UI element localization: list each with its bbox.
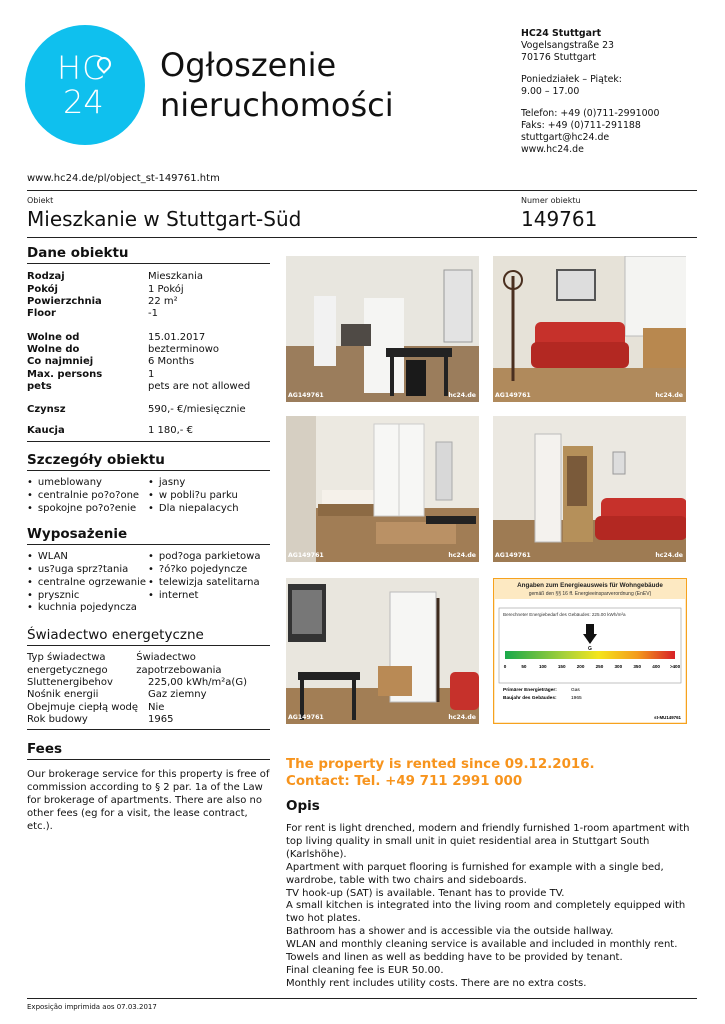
rented-notice-contact[interactable]: Contact: Tel. +49 711 2991 000 bbox=[286, 773, 523, 789]
photo-caption-id: AG149761 bbox=[288, 552, 324, 560]
energy-tick-label: 200 bbox=[576, 664, 585, 669]
description-paragraph: Bathroom has a shower and is accessible via the outside hallway. bbox=[286, 926, 614, 938]
divider bbox=[27, 237, 697, 238]
description-paragraph: WLAN and monthly cleaning service is available and included in monthly rent. bbox=[286, 939, 678, 951]
list-item: • prysznic bbox=[27, 590, 148, 603]
equipment-list bbox=[27, 551, 270, 615]
agency-email[interactable]: stuttgart@hc24.de bbox=[521, 132, 610, 143]
agency-street: Vogelsangstraße 23 bbox=[521, 40, 615, 51]
energy-tick-label: 350 bbox=[633, 664, 642, 669]
object-label: Obiekt bbox=[27, 196, 54, 205]
energy-tick-label: 300 bbox=[614, 664, 623, 669]
energy-row: Sluttenergibehov 225,00 kWh/m²a(G) bbox=[27, 677, 247, 689]
divider bbox=[27, 998, 697, 999]
photo-sofa[interactable] bbox=[493, 256, 686, 402]
energy-row: Rok budowy 1965 bbox=[27, 713, 174, 725]
photo-hallway[interactable] bbox=[493, 416, 686, 562]
photo-caption-id: AG149761 bbox=[495, 392, 531, 400]
hc24-logo bbox=[25, 25, 145, 145]
energy-code: st-MU149761 bbox=[654, 715, 681, 720]
list-item: • us?uga sprz?tania bbox=[27, 564, 148, 577]
photo-caption-site: hc24.de bbox=[448, 392, 476, 400]
photo-kitchen[interactable] bbox=[286, 256, 479, 402]
list-item: • centralnie po?o?one bbox=[27, 490, 148, 503]
print-date: Exposição imprimida aos 07.03.2017 bbox=[27, 1003, 157, 1011]
energy-chart-subtitle: gemäß den §§ 16 ff. Energieeinsparverordnung (EnEV) bbox=[528, 591, 652, 597]
description-text bbox=[286, 823, 691, 991]
energy-tick-label: 250 bbox=[595, 664, 604, 669]
features-heading: Szczegóły obiektu bbox=[27, 452, 165, 468]
energy-tick-label: 150 bbox=[557, 664, 566, 669]
agency-hours: 9.00 – 17.00 bbox=[521, 86, 580, 97]
object-number-label: Numer obiektu bbox=[521, 196, 581, 205]
list-item: • Dla niepalacych bbox=[148, 503, 270, 516]
energy-certificate-section bbox=[27, 627, 270, 730]
detail-row: Floor -1 bbox=[27, 308, 158, 320]
object-number: 149761 bbox=[521, 207, 598, 231]
description-paragraph: Apartment with parquet flooring is furnished for example with a single bed, wardrobe, table with two chairs and sideboards. bbox=[286, 861, 664, 886]
deposit-row: Kaucja 1 180,- € bbox=[27, 425, 193, 437]
fees-section bbox=[27, 741, 270, 834]
detail-row: Pokój 1 Pokój bbox=[27, 283, 184, 295]
features-list bbox=[27, 477, 270, 515]
logo-text-hc: HC bbox=[57, 49, 106, 87]
description-paragraph: A small kitchen is integrated into the living room and completely equipped with two hot plates. bbox=[286, 900, 686, 925]
energy-tick-label: 400 bbox=[652, 664, 660, 669]
divider bbox=[27, 190, 697, 191]
detail-row: Powierzchnia 22 m² bbox=[27, 296, 178, 308]
document-title: Ogłoszenie nieruchomości bbox=[160, 46, 394, 124]
list-item: • centralne ogrzewanie bbox=[27, 577, 148, 590]
energy-row: Nośnik energii Gaz ziemny bbox=[27, 689, 207, 701]
energy-row: Obejmuje ciepłą wodę Nie bbox=[27, 701, 165, 713]
energy-tick-label: >400 bbox=[669, 664, 681, 669]
energy-tick-label: 50 bbox=[521, 664, 527, 669]
fees-text: Our brokerage service for this property is free of commission according to § 2 par. 1a of the Law for brokerage of apartments. There are also no other fees (eg for a visit, the lease contract, etc.). bbox=[27, 769, 270, 833]
photo-caption-id: AG149761 bbox=[288, 714, 324, 722]
agency-city: 70176 Stuttgart bbox=[521, 52, 596, 63]
list-item: • internet bbox=[148, 590, 270, 603]
photo-caption-id: AG149761 bbox=[495, 552, 531, 560]
rented-notice bbox=[286, 757, 595, 790]
description-paragraph: Final cleaning fee is EUR 50.00. bbox=[286, 964, 444, 976]
equipment-section bbox=[27, 526, 270, 615]
detail-row: Co najmniej 6 Months bbox=[27, 356, 195, 368]
equipment-heading: Wyposażenie bbox=[27, 526, 128, 542]
list-item: • ?ó?ko pojedyncze bbox=[148, 564, 270, 577]
agency-name: HC24 Stuttgart bbox=[521, 28, 602, 39]
energy-carrier-value: Gas bbox=[571, 688, 580, 693]
energy-tick-label: 100 bbox=[538, 664, 547, 669]
agency-web[interactable]: www.hc24.de bbox=[521, 144, 584, 155]
photo-caption-site: hc24.de bbox=[448, 714, 476, 722]
agency-hours-days: Poniedziałek – Piątek: bbox=[521, 74, 622, 85]
energy-scale-bar bbox=[505, 651, 675, 659]
agency-phone: Telefon: +49 (0)711-2991000 bbox=[521, 108, 660, 119]
logo-text-24: 24 bbox=[63, 83, 104, 121]
energy-carrier-label: Primärer Energieträger: bbox=[503, 688, 557, 693]
energy-marker-letter: G bbox=[588, 646, 592, 652]
list-item: • pod?oga parkietowa bbox=[148, 551, 270, 564]
list-item: • spokojne po?o?enie bbox=[27, 503, 148, 516]
list-item: • jasny bbox=[148, 477, 270, 490]
detail-row: Max. persons 1 bbox=[27, 368, 155, 380]
list-item: • kuchnia pojedyncza bbox=[27, 602, 148, 615]
list-item: • telewizja satelitarna bbox=[148, 577, 270, 590]
list-item: • umeblowany bbox=[27, 477, 148, 490]
photo-bedroom[interactable] bbox=[286, 416, 479, 562]
description-paragraph: For rent is light drenched, modern and friendly furnished 1-room apartment with top living quality in small unit in quiet residential area in Stuttgart South (Karlshöhe). bbox=[286, 823, 690, 860]
description-heading: Opis bbox=[286, 798, 320, 814]
photo-caption-site: hc24.de bbox=[448, 552, 476, 560]
energy-efficiency-chart bbox=[493, 578, 687, 724]
object-title: Mieszkanie w Stuttgart-Süd bbox=[27, 207, 302, 231]
rent-row: Czynsz 590,- €/miesięcznie bbox=[27, 404, 246, 416]
photo-caption-site: hc24.de bbox=[655, 392, 683, 400]
detail-row: Rodzaj Mieszkania bbox=[27, 271, 204, 283]
listing-url[interactable]: www.hc24.de/pl/object_st-149761.htm bbox=[27, 173, 220, 184]
description-paragraph: TV hook-up (SAT) is available. Tenant has to provide TV. bbox=[286, 887, 565, 899]
description-paragraph: Towels and linen as well as bedding have to be provided by tenant. bbox=[286, 952, 623, 964]
energy-tick-label: 0 bbox=[503, 664, 507, 669]
photo-living-room[interactable] bbox=[286, 578, 479, 724]
details-heading: Dane obiektu bbox=[27, 245, 129, 261]
list-item: • WLAN bbox=[27, 551, 148, 564]
energy-year-label: Baujahr des Gebäudes: bbox=[503, 696, 557, 701]
rented-notice-line1: The property is rented since 09.12.2016. bbox=[286, 757, 595, 772]
energy-heading: Świadectwo energetyczne bbox=[27, 627, 204, 643]
agency-info bbox=[521, 28, 659, 156]
photo-caption-id: AG149761 bbox=[288, 392, 324, 400]
energy-demand-label: Berechneter Energiebedarf des Gebäudes: 225.00 kWh/m²a bbox=[503, 612, 626, 617]
energy-chart-title: Angaben zum Energieausweis für Wohngebäude bbox=[517, 582, 663, 589]
features-section bbox=[27, 452, 270, 516]
detail-row: Wolne do bezterminowo bbox=[27, 343, 220, 355]
fees-heading: Fees bbox=[27, 741, 63, 757]
energy-row: Typ świadectwa energetycznego Świadectwo zapotrzebowania bbox=[27, 652, 222, 676]
agency-fax: Faks: +49 (0)711-291188 bbox=[521, 120, 641, 131]
detail-row: Wolne od 15.01.2017 bbox=[27, 331, 206, 343]
detail-row: pets pets are not allowed bbox=[27, 380, 251, 392]
details-section bbox=[27, 245, 270, 442]
list-item: • w pobli?u parku bbox=[148, 490, 270, 503]
description-paragraph: Monthly rent includes utility costs. There are no extra costs. bbox=[286, 977, 587, 989]
photo-caption-site: hc24.de bbox=[655, 552, 683, 560]
energy-year-value: 1965 bbox=[571, 696, 582, 701]
